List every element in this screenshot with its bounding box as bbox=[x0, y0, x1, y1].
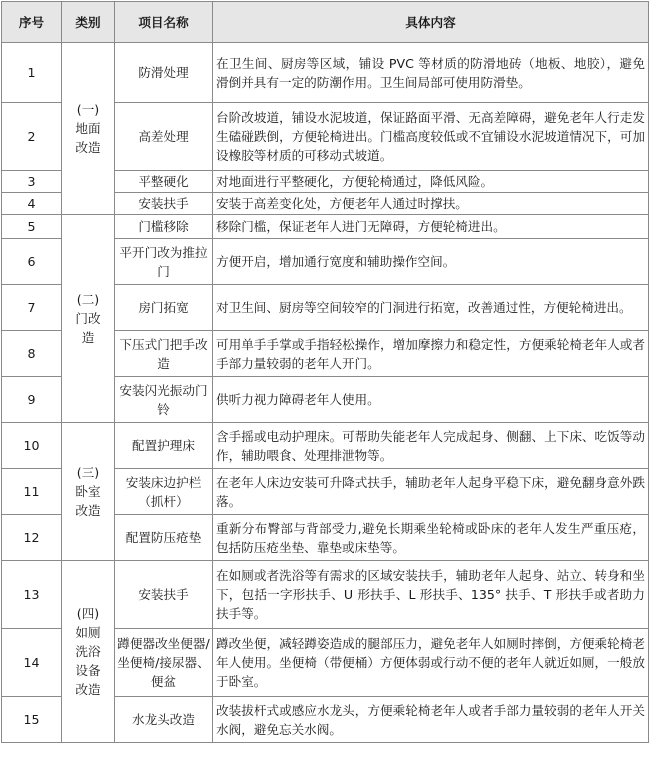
category-cell bbox=[62, 423, 115, 561]
row-number: 14 bbox=[2, 629, 62, 697]
item-content: 可用单手手掌或手指轻松操作，增加摩擦力和稳定性，方便乘轮椅老年人或者手部力量较弱的老年人开门。 bbox=[213, 331, 649, 377]
header-content: 具体内容 bbox=[213, 2, 649, 43]
item-name: 房门拓宽 bbox=[115, 285, 213, 331]
header-item-name: 项目名称 bbox=[115, 2, 213, 43]
item-content: 含手摇或电动护理床。可帮助失能老年人完成起身、侧翻、上下床、吃饭等动作，辅助喂食、处理排泄物等。 bbox=[213, 423, 649, 469]
item-name: 安装床边护栏（抓杆） bbox=[115, 469, 213, 515]
row-number: 5 bbox=[2, 215, 62, 239]
row-number: 2 bbox=[2, 103, 62, 171]
item-content: 在如厕或者洗浴等有需求的区域安装扶手，辅助老年人起身、站立、转身和坐下，包括一字形扶手、U 形扶手、L 形扶手、135° 扶手、T 形扶手或者助力扶手等。 bbox=[213, 561, 649, 629]
item-content: 在卫生间、厨房等区域，铺设 PVC 等材质的防滑地砖（地板、地胶），避免滑倒并具有一定的防潮作用。卫生间局部可使用防滑垫。 bbox=[213, 43, 649, 103]
item-name: 水龙头改造 bbox=[115, 697, 213, 743]
row-number: 4 bbox=[2, 193, 62, 215]
item-name: 下压式门把手改造 bbox=[115, 331, 213, 377]
table-row bbox=[2, 215, 649, 239]
item-name: 平整硬化 bbox=[115, 171, 213, 193]
item-name: 防滑处理 bbox=[115, 43, 213, 103]
category-cell bbox=[62, 215, 115, 423]
item-content: 重新分布臀部与背部受力,避免长期乘坐轮椅或卧床的老年人发生严重压疮，包括防压疮坐垫、靠垫或床垫等。 bbox=[213, 515, 649, 561]
category-label: (二) 门改造 bbox=[75, 292, 101, 345]
row-number: 11 bbox=[2, 469, 62, 515]
category-label: (一) 地面改造 bbox=[75, 102, 101, 155]
item-name: 平开门改为推拉门 bbox=[115, 239, 213, 285]
item-name: 安装扶手 bbox=[115, 561, 213, 629]
header-no: 序号 bbox=[2, 2, 62, 43]
row-number: 9 bbox=[2, 377, 62, 423]
row-number: 10 bbox=[2, 423, 62, 469]
row-number: 13 bbox=[2, 561, 62, 629]
item-content: 安装于高差变化处，方便老年人通过时撑扶。 bbox=[213, 193, 649, 215]
row-number: 7 bbox=[2, 285, 62, 331]
item-content: 台阶改坡道，铺设水泥坡道，保证路面平滑、无高差障碍，避免老年人行走发生磕碰跌倒，方便轮椅进出。门槛高度较低或不宜铺设水泥坡道情况下，可加设橡胶等材质的可移动式坡道。 bbox=[213, 103, 649, 171]
item-content: 移除门槛，保证老年人进门无障碍，方便轮椅进出。 bbox=[213, 215, 649, 239]
item-content: 对卫生间、厨房等空间较窄的门洞进行拓宽，改善通过性，方便轮椅进出。 bbox=[213, 285, 649, 331]
row-number: 12 bbox=[2, 515, 62, 561]
item-content: 在老年人床边安装可升降式扶手，辅助老年人起身平稳下床，避免翻身意外跌落。 bbox=[213, 469, 649, 515]
table-row bbox=[2, 561, 649, 629]
item-name: 高差处理 bbox=[115, 103, 213, 171]
item-content: 改装拔杆式或感应水龙头，方便乘轮椅老年人或者手部力量较弱的老年人开关水阀，避免忘关水阀。 bbox=[213, 697, 649, 743]
header-row bbox=[2, 2, 649, 43]
item-name: 配置护理床 bbox=[115, 423, 213, 469]
row-number: 8 bbox=[2, 331, 62, 377]
category-cell bbox=[62, 561, 115, 743]
category-label: (四) 如厕洗浴设备改造 bbox=[75, 606, 101, 697]
renovation-table bbox=[1, 1, 649, 743]
category-label: (三) 卧室改造 bbox=[75, 465, 101, 518]
item-content: 蹲改坐便，减轻蹲姿造成的腿部压力，避免老年人如厕时摔倒，方便乘轮椅老年人使用。坐便椅（带便桶）方便体弱或行动不便的老年人就近如厕，一般放于卧室。 bbox=[213, 629, 649, 697]
item-content: 方便开启，增加通行宽度和辅助操作空间。 bbox=[213, 239, 649, 285]
header-category: 类别 bbox=[62, 2, 115, 43]
item-content: 供听力视力障碍老年人使用。 bbox=[213, 377, 649, 423]
row-number: 3 bbox=[2, 171, 62, 193]
item-name: 安装闪光振动门铃 bbox=[115, 377, 213, 423]
item-content: 对地面进行平整硬化，方便轮椅通过，降低风险。 bbox=[213, 171, 649, 193]
item-name: 蹲便器改坐便器/坐便椅/接尿器、便盆 bbox=[115, 629, 213, 697]
item-name: 安装扶手 bbox=[115, 193, 213, 215]
table-row bbox=[2, 423, 649, 469]
row-number: 15 bbox=[2, 697, 62, 743]
row-number: 1 bbox=[2, 43, 62, 103]
item-name: 配置防压疮垫 bbox=[115, 515, 213, 561]
row-number: 6 bbox=[2, 239, 62, 285]
item-name: 门槛移除 bbox=[115, 215, 213, 239]
category-cell bbox=[62, 43, 115, 215]
table-row bbox=[2, 43, 649, 103]
